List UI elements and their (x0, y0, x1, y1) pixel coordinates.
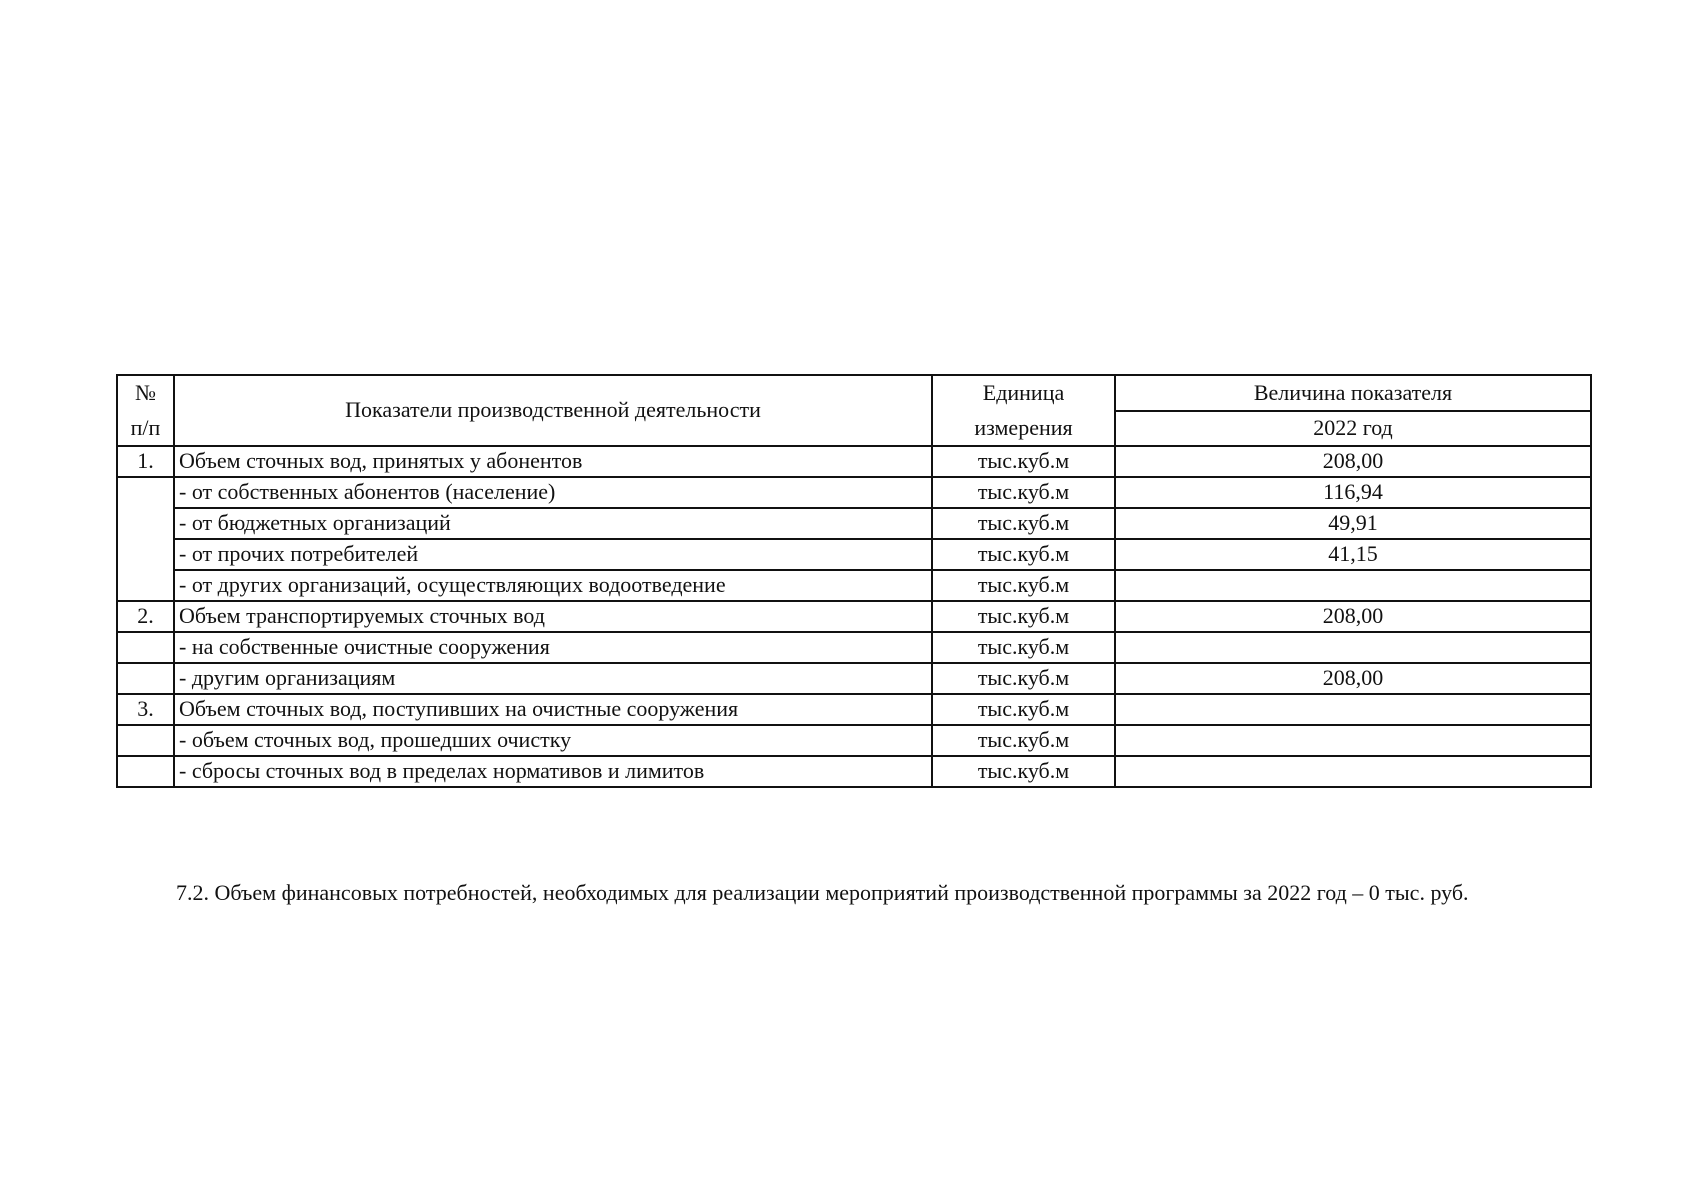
table-row (117, 756, 1591, 787)
row-indicator: - от бюджетных организаций (174, 508, 932, 539)
row-unit: тыс.куб.м (932, 477, 1115, 508)
table-row (117, 508, 1591, 539)
financial-needs-paragraph: 7.2. Объем финансовых потребностей, необходимых для реализации мероприятий производственной программы за 2022 год – 0 тыс. руб. (176, 880, 1469, 905)
row-number: 2. (117, 601, 174, 632)
table-row (117, 632, 1591, 663)
row-value: 41,15 (1115, 539, 1591, 570)
row-indicator: - от других организаций, осуществляющих водоотведение (174, 570, 932, 601)
header-number-line2: п/п (130, 414, 161, 440)
row-indicator: Объем сточных вод, принятых у абонентов (174, 446, 932, 477)
row-indicator: - объем сточных вод, прошедших очистку (174, 725, 932, 756)
row-value: 49,91 (1115, 508, 1591, 539)
header-unit-line2: измерения (974, 414, 1073, 440)
table-row (117, 477, 1591, 508)
row-number (117, 632, 174, 663)
row-unit: тыс.куб.м (932, 601, 1115, 632)
table-header-row (117, 375, 1591, 411)
row-value: 208,00 (1115, 663, 1591, 694)
row-number (117, 725, 174, 756)
header-indicator-name: Показатели производственной деятельности (174, 375, 932, 446)
row-value: 116,94 (1115, 477, 1591, 508)
row-value: 208,00 (1115, 446, 1591, 477)
row-value (1115, 570, 1591, 601)
header-value-group: Величина показателя (1115, 375, 1591, 411)
row-indicator: - на собственные очистные сооружения (174, 632, 932, 663)
table-row (117, 570, 1591, 601)
table-row (117, 694, 1591, 725)
row-indicator: - сбросы сточных вод в пределах нормативов и лимитов (174, 756, 932, 787)
row-value (1115, 725, 1591, 756)
row-number: 3. (117, 694, 174, 725)
header-unit-cell (932, 375, 1115, 446)
row-unit: тыс.куб.м (932, 446, 1115, 477)
row-unit: тыс.куб.м (932, 508, 1115, 539)
row-unit: тыс.куб.м (932, 570, 1115, 601)
header-year: 2022 год (1115, 411, 1591, 446)
table-row (117, 539, 1591, 570)
row-value (1115, 694, 1591, 725)
row-unit: тыс.куб.м (932, 694, 1115, 725)
row-unit: тыс.куб.м (932, 725, 1115, 756)
header-unit-line1: Единица (982, 380, 1065, 406)
row-value (1115, 756, 1591, 787)
row-indicator: Объем транспортируемых сточных вод (174, 601, 932, 632)
table-row (117, 725, 1591, 756)
row-number (117, 477, 174, 601)
row-indicator: - другим организациям (174, 663, 932, 694)
table-row (117, 601, 1591, 632)
table-row (117, 663, 1591, 694)
row-indicator: - от прочих потребителей (174, 539, 932, 570)
table-row (117, 446, 1591, 477)
row-indicator: Объем сточных вод, поступивших на очистные сооружения (174, 694, 932, 725)
header-number-line1: № (135, 380, 156, 406)
row-unit: тыс.куб.м (932, 632, 1115, 663)
row-number (117, 756, 174, 787)
row-number: 1. (117, 446, 174, 477)
production-indicators-table (116, 374, 1592, 788)
row-value (1115, 632, 1591, 663)
row-unit: тыс.куб.м (932, 539, 1115, 570)
row-number (117, 663, 174, 694)
row-unit: тыс.куб.м (932, 663, 1115, 694)
row-indicator: - от собственных абонентов (население) (174, 477, 932, 508)
header-number-cell (117, 375, 174, 446)
row-unit: тыс.куб.м (932, 756, 1115, 787)
row-value: 208,00 (1115, 601, 1591, 632)
